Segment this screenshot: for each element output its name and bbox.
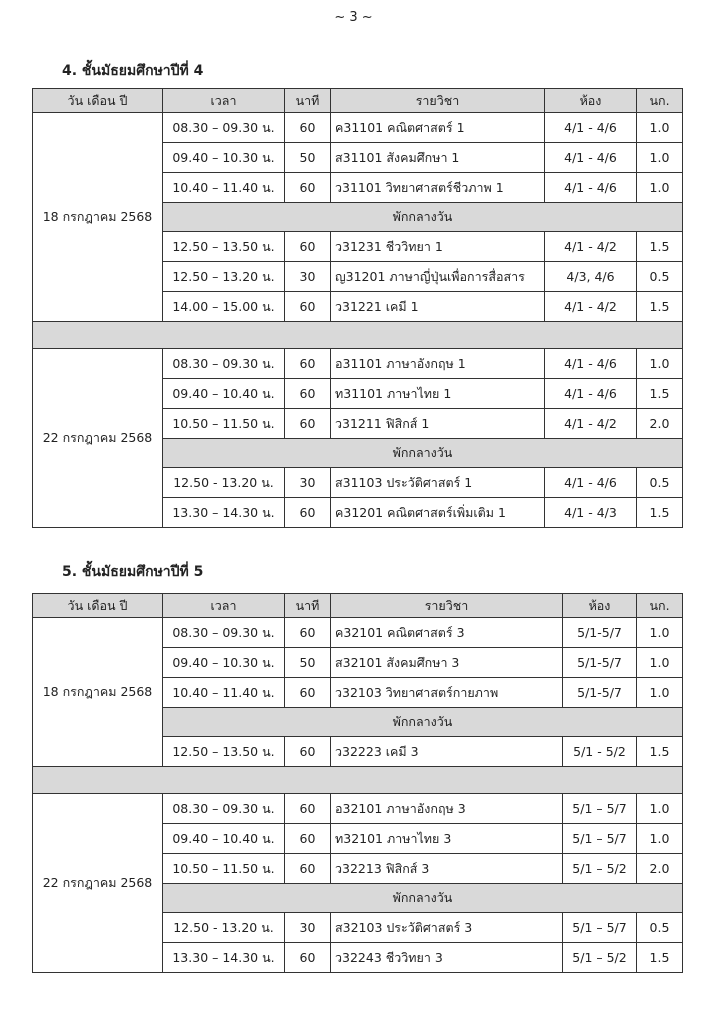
- exam-credit: 1.0: [637, 678, 683, 708]
- exam-subject: ส31103 ประวัติศาสตร์ 1: [331, 468, 545, 498]
- exam-subject: ญ31201 ภาษาญี่ปุ่นเพื่อการสื่อสาร: [331, 262, 545, 292]
- exam-date: 18 กรกฎาคม 2568: [33, 113, 163, 322]
- exam-time: 09.40 – 10.30 น.: [163, 648, 285, 678]
- exam-room: 4/1 - 4/6: [545, 173, 637, 203]
- exam-room: 5/1 – 5/2: [563, 943, 637, 973]
- exam-table-m4: [32, 88, 683, 528]
- exam-row: [33, 349, 683, 379]
- lunch-break-label: พักกลางวัน: [163, 708, 683, 737]
- header-credit: นก.: [637, 89, 683, 113]
- exam-minutes: 60: [285, 349, 331, 379]
- header-credit: นก.: [637, 594, 683, 618]
- exam-credit: 2.0: [637, 409, 683, 439]
- exam-subject: ท31101 ภาษาไทย 1: [331, 379, 545, 409]
- exam-room: 4/1 - 4/2: [545, 232, 637, 262]
- header-minutes: นาที: [285, 594, 331, 618]
- exam-minutes: 60: [285, 409, 331, 439]
- exam-time: 08.30 – 09.30 น.: [163, 618, 285, 648]
- exam-time: 12.50 – 13.20 น.: [163, 262, 285, 292]
- exam-time: 13.30 – 14.30 น.: [163, 943, 285, 973]
- exam-time: 08.30 – 09.30 น.: [163, 113, 285, 143]
- header-room: ห้อง: [563, 594, 637, 618]
- separator-row: [33, 322, 683, 349]
- exam-minutes: 60: [285, 618, 331, 648]
- separator-cell: [33, 767, 683, 794]
- exam-minutes: 60: [285, 824, 331, 854]
- exam-room: 5/1 – 5/2: [563, 854, 637, 884]
- exam-credit: 1.0: [637, 113, 683, 143]
- exam-subject: ค31101 คณิตศาสตร์ 1: [331, 113, 545, 143]
- exam-row: [33, 113, 683, 143]
- exam-time: 12.50 – 13.50 น.: [163, 232, 285, 262]
- exam-time: 12.50 – 13.50 น.: [163, 737, 285, 767]
- exam-room: 5/1 – 5/7: [563, 824, 637, 854]
- exam-minutes: 60: [285, 498, 331, 528]
- exam-credit: 1.0: [637, 173, 683, 203]
- header-date: วัน เดือน ปี: [33, 594, 163, 618]
- exam-minutes: 60: [285, 794, 331, 824]
- exam-subject: ว32243 ชีววิทยา 3: [331, 943, 563, 973]
- exam-credit: 1.5: [637, 943, 683, 973]
- exam-subject: ว31101 วิทยาศาสตร์ชีวภาพ 1: [331, 173, 545, 203]
- header-date: วัน เดือน ปี: [33, 89, 163, 113]
- exam-minutes: 60: [285, 232, 331, 262]
- exam-time: 10.40 – 11.40 น.: [163, 678, 285, 708]
- exam-room: 5/1 – 5/7: [563, 913, 637, 943]
- exam-time: 09.40 – 10.40 น.: [163, 824, 285, 854]
- exam-time: 09.40 – 10.30 น.: [163, 143, 285, 173]
- exam-room: 4/1 - 4/6: [545, 468, 637, 498]
- exam-credit: 2.0: [637, 854, 683, 884]
- separator-cell: [33, 322, 683, 349]
- exam-room: 5/1 – 5/7: [563, 794, 637, 824]
- exam-subject: ส32101 สังคมศึกษา 3: [331, 648, 563, 678]
- exam-room: 4/1 - 4/6: [545, 349, 637, 379]
- exam-minutes: 60: [285, 943, 331, 973]
- section-title-m4: 4. ชั้นมัธยมศึกษาปีที่ 4: [62, 63, 204, 79]
- exam-subject: ว31231 ชีววิทยา 1: [331, 232, 545, 262]
- exam-subject: อ32101 ภาษาอังกฤษ 3: [331, 794, 563, 824]
- separator-row: [33, 767, 683, 794]
- exam-minutes: 60: [285, 737, 331, 767]
- exam-row: [33, 618, 683, 648]
- header-time: เวลา: [163, 594, 285, 618]
- exam-subject: อ31101 ภาษาอังกฤษ 1: [331, 349, 545, 379]
- exam-credit: 1.0: [637, 794, 683, 824]
- exam-credit: 1.5: [637, 379, 683, 409]
- exam-minutes: 30: [285, 262, 331, 292]
- exam-room: 5/1-5/7: [563, 618, 637, 648]
- exam-credit: 0.5: [637, 468, 683, 498]
- header-minutes: นาที: [285, 89, 331, 113]
- exam-minutes: 60: [285, 113, 331, 143]
- exam-time: 12.50 - 13.20 น.: [163, 913, 285, 943]
- lunch-break-label: พักกลางวัน: [163, 439, 683, 468]
- exam-minutes: 60: [285, 854, 331, 884]
- exam-row: [33, 794, 683, 824]
- exam-subject: ส32103 ประวัติศาสตร์ 3: [331, 913, 563, 943]
- exam-time: 10.50 – 11.50 น.: [163, 409, 285, 439]
- exam-subject: ว32103 วิทยาศาสตร์กายภาพ: [331, 678, 563, 708]
- exam-time: 10.40 – 11.40 น.: [163, 173, 285, 203]
- exam-room: 4/1 - 4/6: [545, 143, 637, 173]
- exam-credit: 1.0: [637, 349, 683, 379]
- exam-room: 4/1 - 4/3: [545, 498, 637, 528]
- exam-minutes: 60: [285, 173, 331, 203]
- exam-credit: 1.5: [637, 292, 683, 322]
- exam-room: 5/1 - 5/2: [563, 737, 637, 767]
- exam-room: 4/1 - 4/2: [545, 292, 637, 322]
- exam-credit: 1.0: [637, 143, 683, 173]
- exam-subject: ว31221 เคมี 1: [331, 292, 545, 322]
- exam-room: 4/1 - 4/2: [545, 409, 637, 439]
- page-number: ~ 3 ~: [334, 10, 373, 25]
- exam-time: 10.50 – 11.50 น.: [163, 854, 285, 884]
- exam-subject: ส31101 สังคมศึกษา 1: [331, 143, 545, 173]
- header-subject: รายวิชา: [331, 594, 563, 618]
- header-subject: รายวิชา: [331, 89, 545, 113]
- exam-credit: 1.5: [637, 737, 683, 767]
- exam-credit: 0.5: [637, 262, 683, 292]
- section-title-m5: 5. ชั้นมัธยมศึกษาปีที่ 5: [62, 564, 204, 580]
- exam-time: 08.30 – 09.30 น.: [163, 349, 285, 379]
- exam-credit: 1.0: [637, 824, 683, 854]
- exam-subject: ว32223 เคมี 3: [331, 737, 563, 767]
- lunch-break-label: พักกลางวัน: [163, 203, 683, 232]
- exam-room: 5/1-5/7: [563, 648, 637, 678]
- table-header-row: [33, 89, 683, 113]
- exam-room: 4/1 - 4/6: [545, 379, 637, 409]
- exam-room: 4/1 - 4/6: [545, 113, 637, 143]
- table-header-row: [33, 594, 683, 618]
- exam-credit: 1.0: [637, 648, 683, 678]
- exam-credit: 1.5: [637, 232, 683, 262]
- exam-time: 12.50 - 13.20 น.: [163, 468, 285, 498]
- exam-credit: 1.5: [637, 498, 683, 528]
- exam-date: 18 กรกฎาคม 2568: [33, 618, 163, 767]
- exam-time: 14.00 – 15.00 น.: [163, 292, 285, 322]
- exam-date: 22 กรกฎาคม 2568: [33, 349, 163, 528]
- exam-minutes: 50: [285, 143, 331, 173]
- exam-minutes: 60: [285, 678, 331, 708]
- exam-date: 22 กรกฎาคม 2568: [33, 794, 163, 973]
- exam-credit: 0.5: [637, 913, 683, 943]
- exam-table-m5: [32, 593, 683, 973]
- exam-time: 09.40 – 10.40 น.: [163, 379, 285, 409]
- exam-subject: ว31211 ฟิสิกส์ 1: [331, 409, 545, 439]
- exam-minutes: 30: [285, 468, 331, 498]
- exam-room: 5/1-5/7: [563, 678, 637, 708]
- exam-minutes: 30: [285, 913, 331, 943]
- exam-time: 08.30 – 09.30 น.: [163, 794, 285, 824]
- exam-subject: ว32213 ฟิสิกส์ 3: [331, 854, 563, 884]
- exam-minutes: 60: [285, 292, 331, 322]
- lunch-break-label: พักกลางวัน: [163, 884, 683, 913]
- exam-room: 4/3, 4/6: [545, 262, 637, 292]
- exam-subject: ค31201 คณิตศาสตร์เพิ่มเติม 1: [331, 498, 545, 528]
- header-room: ห้อง: [545, 89, 637, 113]
- exam-minutes: 50: [285, 648, 331, 678]
- exam-subject: ค32101 คณิตศาสตร์ 3: [331, 618, 563, 648]
- exam-time: 13.30 – 14.30 น.: [163, 498, 285, 528]
- header-time: เวลา: [163, 89, 285, 113]
- exam-credit: 1.0: [637, 618, 683, 648]
- exam-subject: ท32101 ภาษาไทย 3: [331, 824, 563, 854]
- exam-minutes: 60: [285, 379, 331, 409]
